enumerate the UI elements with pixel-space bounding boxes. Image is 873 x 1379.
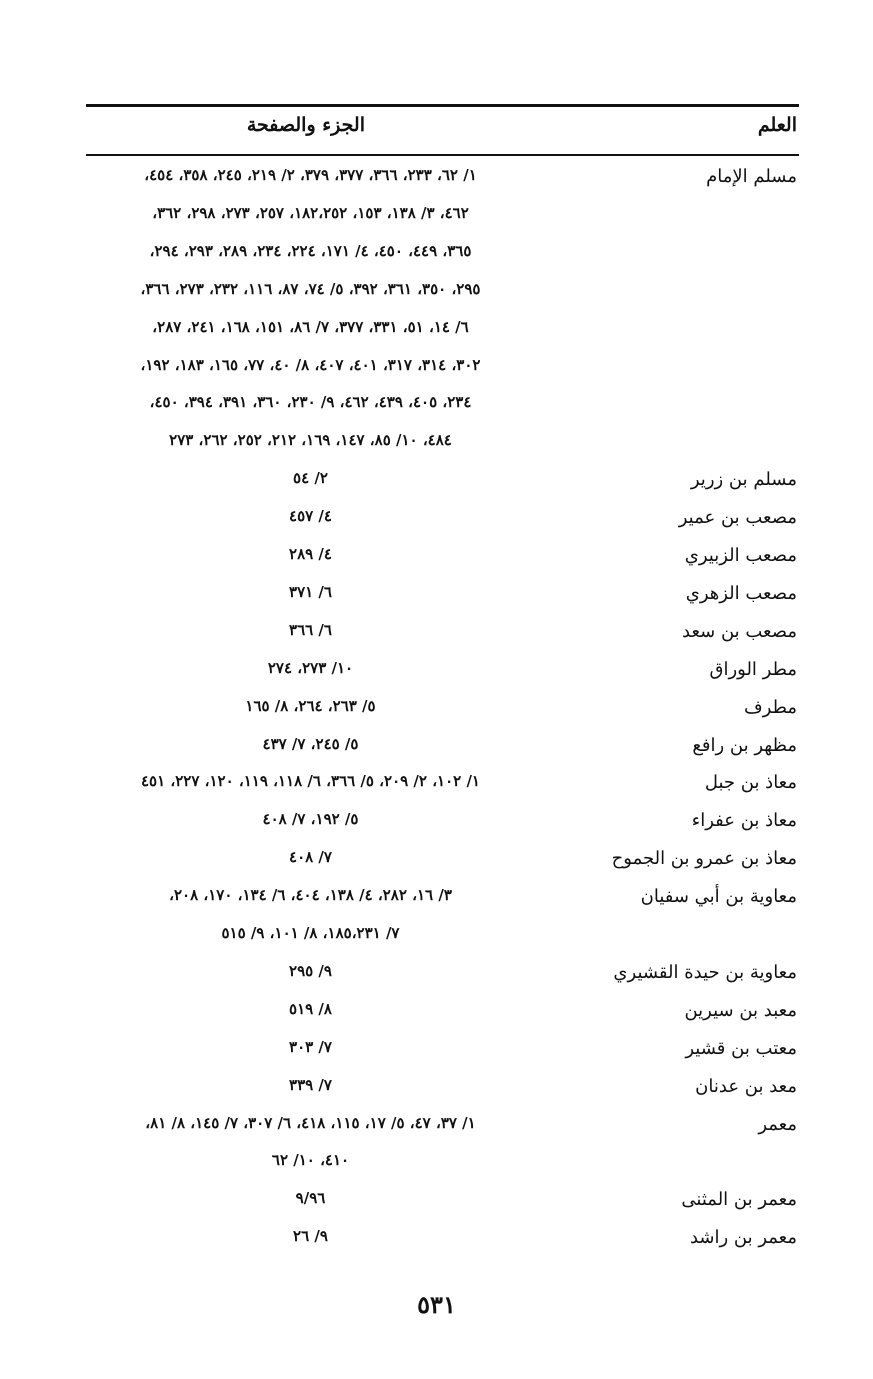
entry-name: مصعب بن سعد [682,620,797,642]
index-entry-row [0,160,873,198]
index-entry-row [0,615,873,653]
entry-name: معاذ بن عمرو بن الجموح [611,848,797,870]
entry-volume-page: ١/ ١٠٢، ٢/ ٢٠٩، ٥/ ٣٦٦، ٦/ ١١٨، ١١٩، ١٢٠، ٢٢٧، ٤٥١ [141,772,480,791]
entry-volume-page: ٧/ ٣٠٣ [289,1037,332,1056]
index-entry-row [0,729,873,767]
entry-name: مسلم بن زرير [690,469,797,491]
index-entry-row [0,994,873,1032]
entry-volume-page: ٣٠٢، ٣١٤، ٣١٧، ٤٠١، ٤٠٧، ٨/ ٤٠، ٧٧، ١٦٥، ١٨٣، ١٩٢، [140,355,481,374]
top-rule [86,104,799,107]
entry-volume-page: ٨/ ٥١٩ [289,999,332,1018]
index-entry-row [0,312,873,350]
index-entry-row [0,1108,873,1146]
entry-volume-page: ٥/ ١٩٢، ٧/ ٤٠٨ [262,810,359,829]
entry-volume-page: ٥/ ٢٤٥، ٧/ ٤٣٧ [262,734,359,753]
entry-name: معمر بن المثنى [681,1189,797,1211]
entry-name: مصعب بن عمير [678,507,797,529]
entry-volume-page: ٧/ ٤٠٨ [289,848,332,867]
index-entry-row [0,842,873,880]
entry-name: معمر [758,1113,797,1135]
index-entry-row [0,236,873,274]
index-entry-row [0,880,873,918]
entry-volume-page: ٦/ ١٤، ٥١، ٣٣١، ٣٧٧، ٧/ ٨٦، ١٥١، ١٦٨، ٢٤١، ٢٨٧، [152,317,469,336]
entry-name: مصعب الزهري [685,582,797,604]
index-entry-row [0,577,873,615]
entry-name: معاوية بن أبي سفيان [640,886,797,908]
entry-volume-page: ١٠/ ٢٧٣، ٢٧٤ [267,658,354,677]
entry-name: معاذ بن عفراء [691,810,797,832]
entry-volume-page: ٣/ ١٦، ٢٨٢، ٤/ ١٣٨، ٤٠٤، ٦/ ١٣٤، ١٧٠، ٢٠٨، [169,886,452,905]
entry-name: معتب بن قشير [685,1037,797,1059]
index-entry-row [0,463,873,501]
column-header-volume-page: الجزء والصفحة [246,114,365,136]
entry-volume-page: ٥/ ٢٦٣، ٢٦٤، ٨/ ١٦٥ [245,696,376,715]
entry-name: معمر بن راشد [689,1227,797,1249]
entry-name: مسلم الإمام [706,166,797,187]
entry-volume-page: ٢٣٤، ٤٠٥، ٤٣٩، ٤٦٢، ٩/ ٢٣٠، ٣٦٠، ٣٩١، ٣٩٤، ٤٥٠، [149,393,472,412]
index-entry-row [0,918,873,956]
entry-name: معاذ بن جبل [704,772,797,794]
column-header-name: العلم [757,114,797,136]
entry-name: مظهر بن رافع [692,734,797,756]
index-entry-row [0,766,873,804]
entry-volume-page: ٢٩٥، ٣٥٠، ٣٦١، ٣٩٢، ٥/ ٧٤، ٨٧، ١١٦، ٢٣٢، ٢٧٣، ٣٦٦، [140,279,481,298]
entry-volume-page: ٤٦٢، ٣/ ١٣٨، ١٥٣، ١٨٢،٢٥٢، ٢٥٧، ٢٧٣، ٢٩٨، ٣٦٢، [152,203,469,222]
entry-volume-page: ٧/ ١٨٥،٢٣١، ٨/ ١٠١، ٩/ ٥١٥ [221,924,400,942]
entry-volume-page: ٦/ ٣٧١ [289,582,332,601]
index-entry-row [0,198,873,236]
index-entry-row [0,1145,873,1183]
entry-name: معبد بن سيرين [684,999,797,1021]
header-rule [86,154,799,156]
entry-volume-page: ٣٦٥، ٤٤٩، ٤٥٠، ٤/ ١٧١، ٢٢٤، ٢٣٤، ٢٨٩، ٢٩٣، ٢٩٤، [149,241,472,260]
page-number: ٥٣١ [417,1290,456,1319]
index-entry-row [0,804,873,842]
entry-volume-page: ٦/ ٣٦٦ [289,620,332,639]
entry-volume-page: ٢/ ٥٤ [293,469,328,488]
entry-volume-page: ٤/ ٤٥٧ [289,507,332,526]
entry-name: مصعب الزبيري [684,545,797,566]
entry-volume-page: ٤١٠، ١٠/ ٦٢ [271,1151,350,1170]
index-entry-row [0,539,873,577]
index-entry-row [0,350,873,388]
entry-volume-page: ١/ ٣٧، ٤٧، ٥/ ١٧، ١١٥، ٤١٨، ٦/ ٣٠٧، ٧/ ١٤٥، ٨/ ٨١، [145,1113,476,1132]
index-entry-row [0,1221,873,1259]
entry-volume-page: ١/ ٦٢، ٢٣٣، ٣٦٦، ٣٧٧، ٣٧٩، ٢/ ٢١٩، ٢٤٥، ٣٥٨، ٤٥٤، [144,166,477,184]
entry-name: مطرف [744,696,797,718]
index-entry-row [0,653,873,691]
entry-name: معد بن عدنان [695,1075,797,1097]
entry-name: مطر الوراق [709,658,797,680]
index-entry-row [0,501,873,539]
index-entry-row [0,691,873,729]
index-entry-row [0,274,873,312]
entry-volume-page: ٤/ ٢٨٩ [289,545,332,563]
entry-volume-page: ٩/ ٢٩٥ [289,961,332,980]
entry-volume-page: ٧/ ٣٣٩ [289,1075,332,1094]
index-entry-row [0,387,873,425]
entry-name: معاوية بن حيدة القشيري [613,961,797,983]
index-entry-row [0,425,873,463]
entry-volume-page: ٤٨٤، ١٠/ ٨٥، ١٤٧، ١٦٩، ٢١٢، ٢٥٢، ٢٦٢، ٢٧٣ [169,431,452,450]
index-entry-row [0,1183,873,1221]
index-entry-row [0,956,873,994]
entry-volume-page: ٩/ ٢٦ [293,1227,328,1246]
entry-volume-page: ٩/٩٦ [295,1189,326,1208]
index-entry-row [0,1032,873,1070]
index-entry-row [0,1070,873,1108]
